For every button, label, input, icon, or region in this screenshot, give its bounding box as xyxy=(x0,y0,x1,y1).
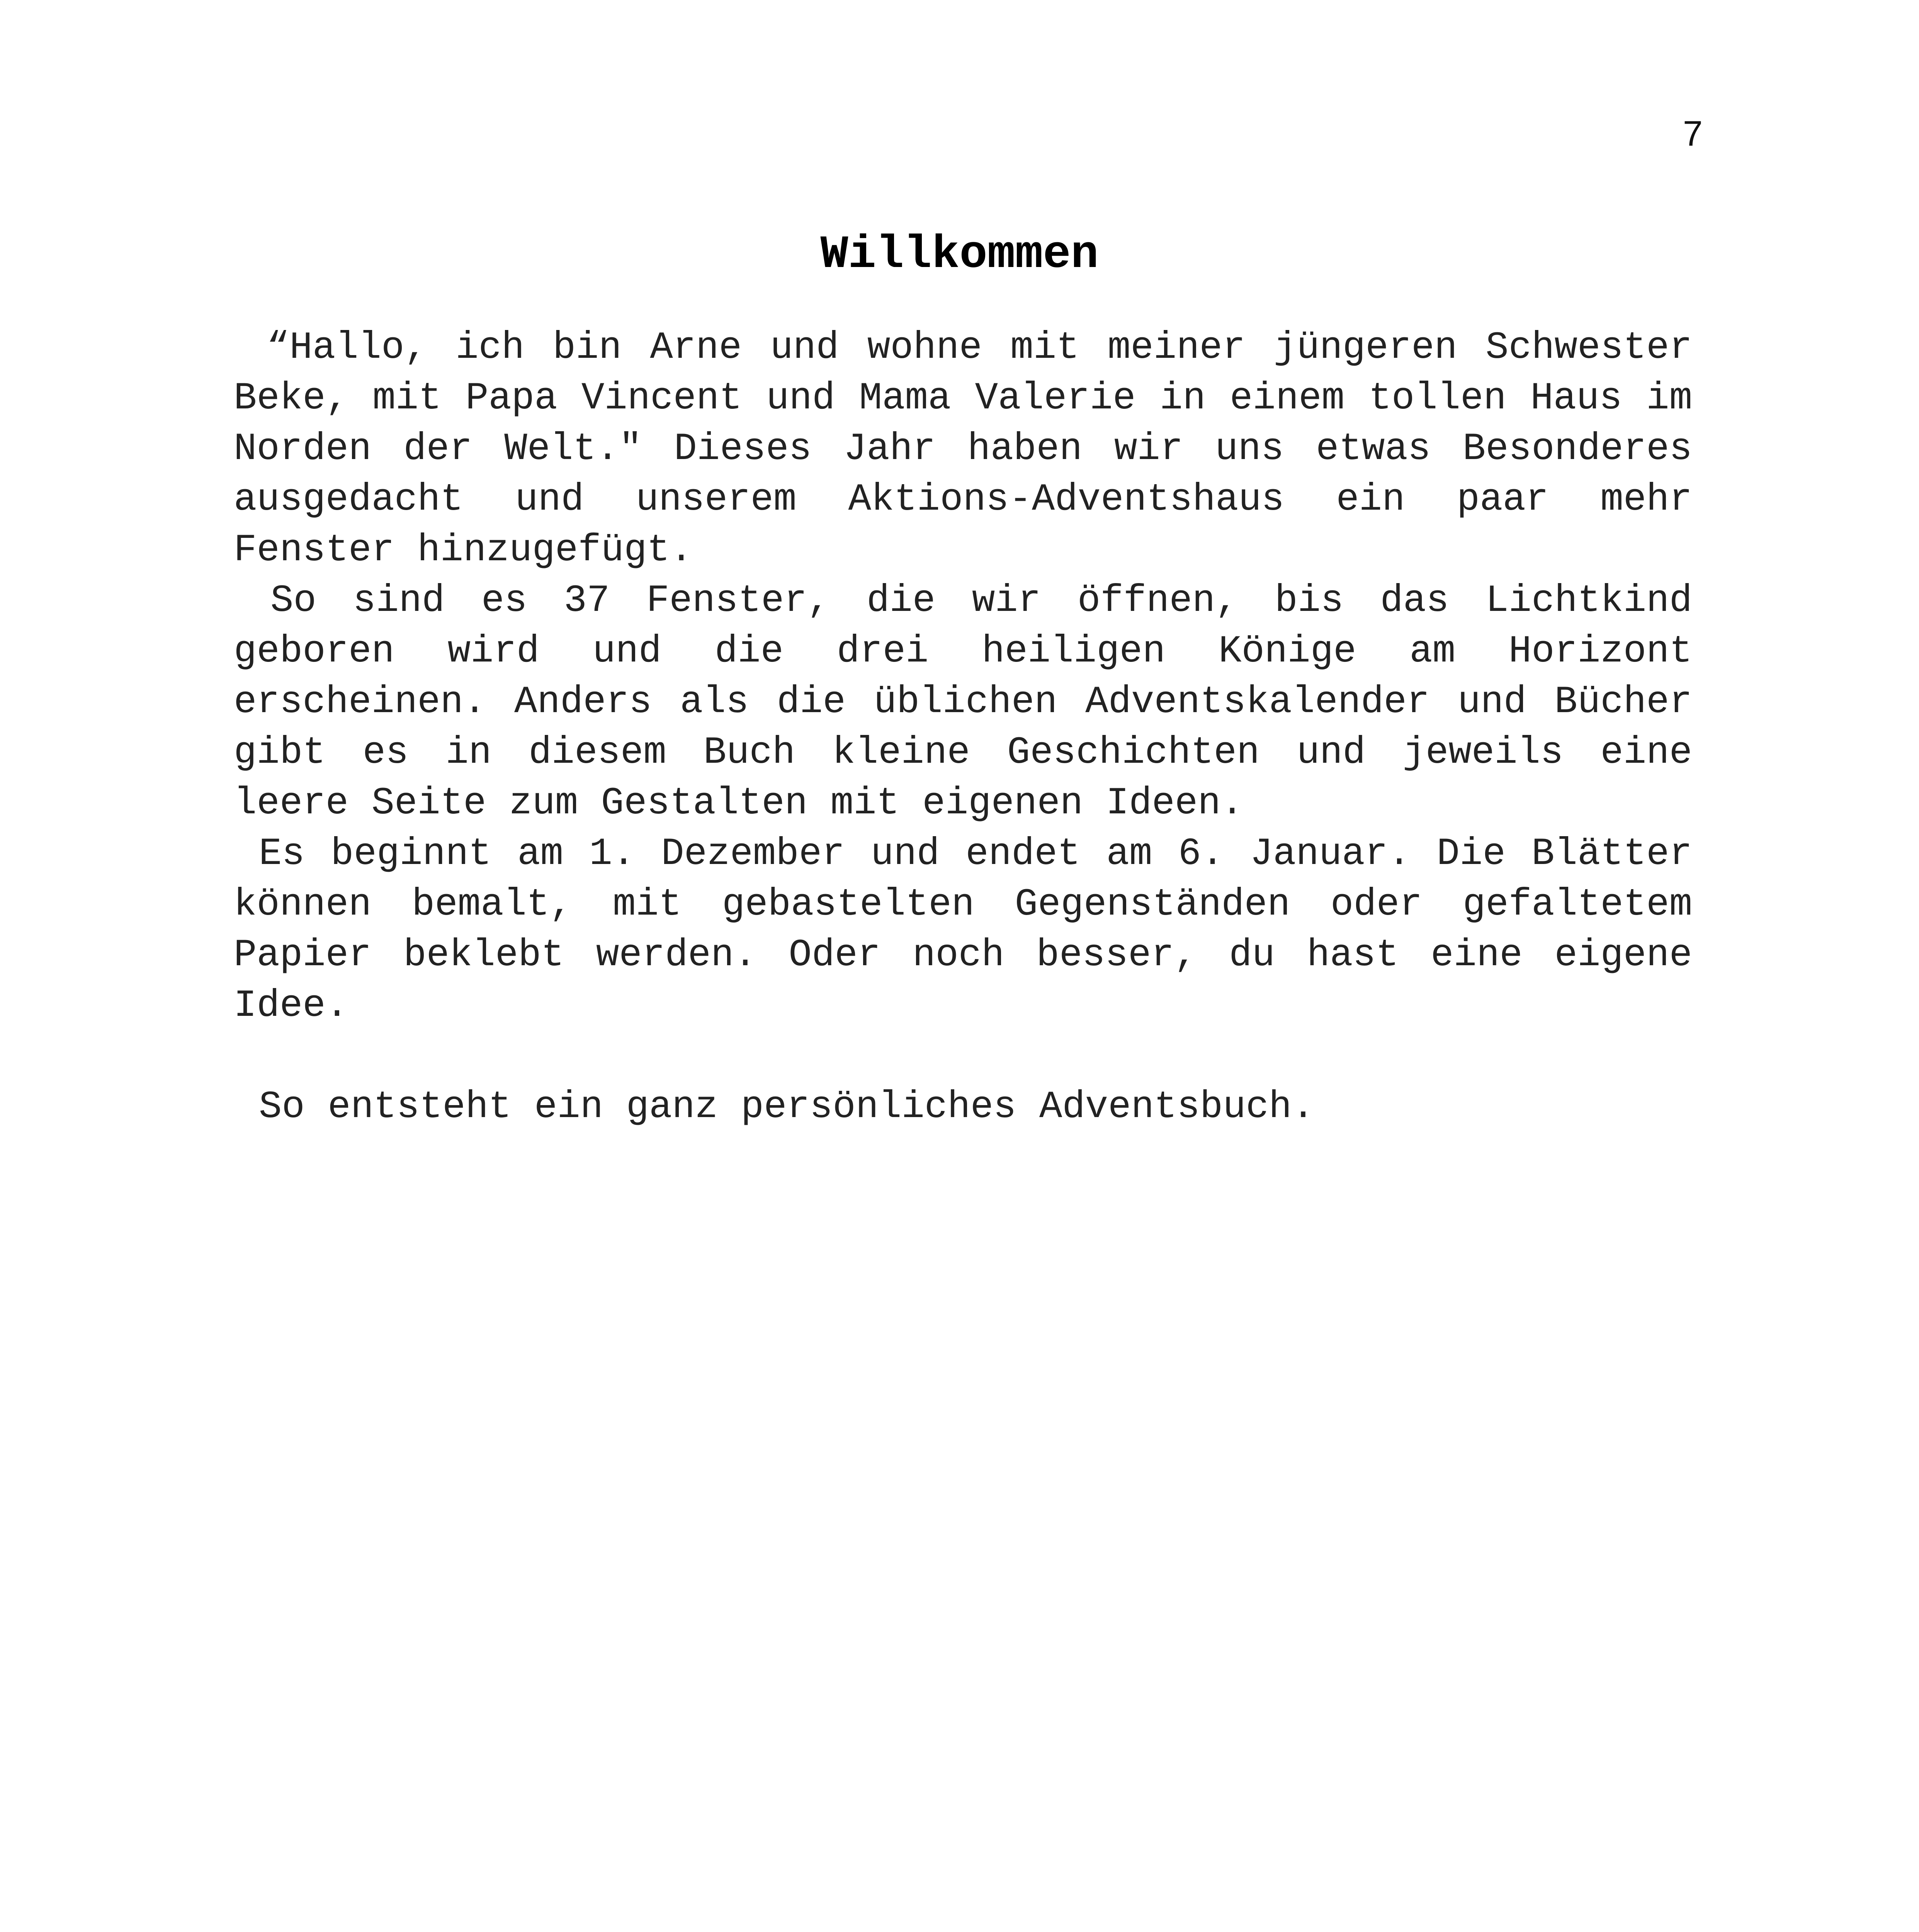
paragraph-intro: “Hallo, ich bin Arne und wohne mit meiner jüngeren Schwester Beke, mit Papa Vincent und Mama Valerie in einem tollen Haus im Norden der Welt." Dieses Jahr haben wir uns etwas Besonderes ausgedacht und unserem Aktions-Adventshaus ein paar mehr Fenster hinzugefügt. xyxy=(234,326,1692,572)
body-text xyxy=(234,323,1692,1133)
paragraph-windows: So sind es 37 Fenster, die wir öffnen, bis das Lichtkind geboren wird und die drei heiligen Könige am Horizont erscheinen. Anders als die üblichen Adventskalender und Bücher gibt es in diesem Buch kleine Geschichten und jeweils eine leere Seite zum Gestalten mit eigenen Ideen. xyxy=(234,579,1692,825)
paragraph-dates: Es beginnt am 1. Dezember und endet am 6. Januar. Die Blätter können bemalt, mit gebastelten Gegenständen oder gefaltetem Papier beklebt werden. Oder noch besser, du hast eine eigene Idee. xyxy=(234,832,1692,1027)
page-title: Willkommen xyxy=(820,229,1099,281)
paragraph-closing: So entsteht ein ganz persönliches Adventsbuch. xyxy=(259,1085,1315,1129)
page-number: 7 xyxy=(1683,114,1703,153)
